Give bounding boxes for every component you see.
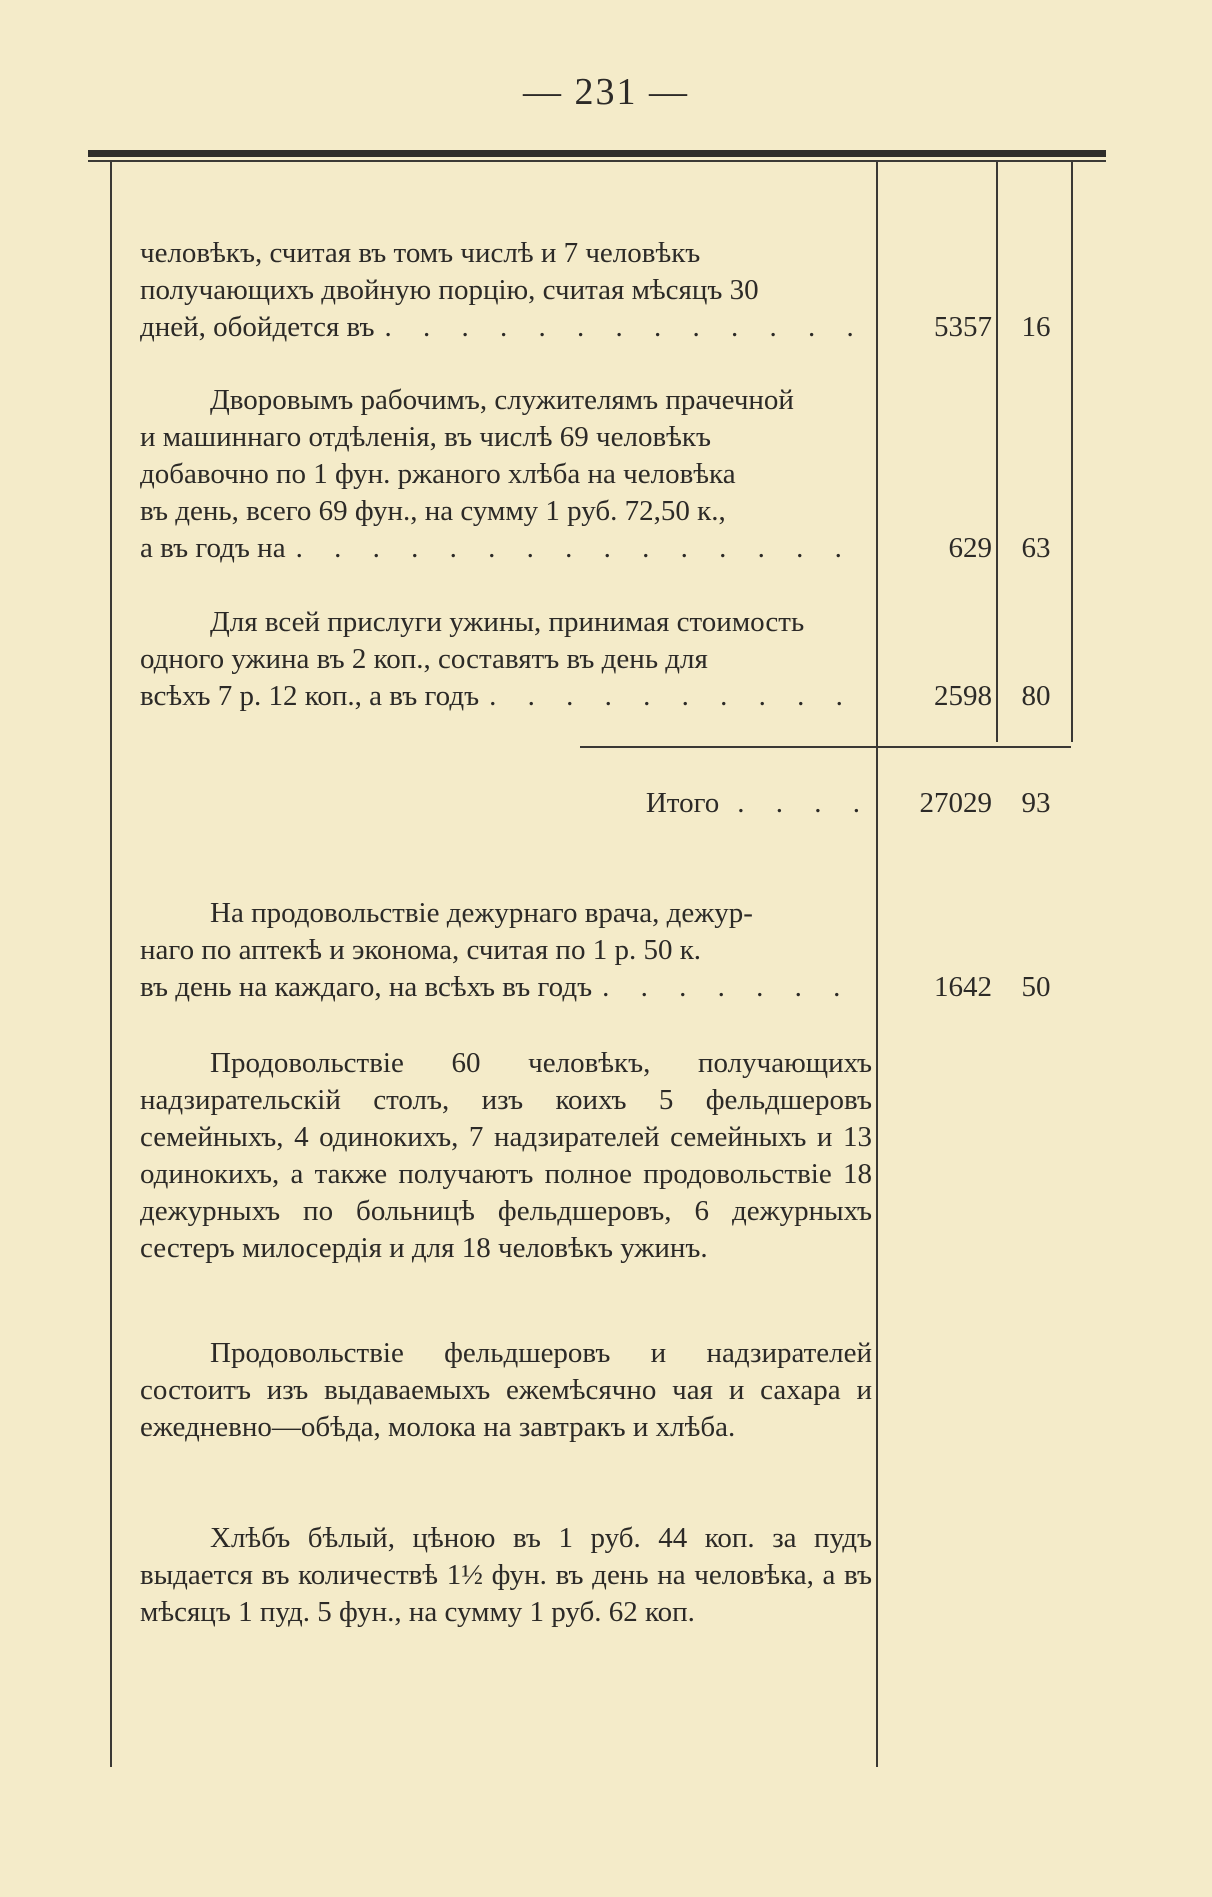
total-row [140, 785, 872, 822]
total-rule-text [580, 746, 876, 748]
paragraph-2-text: Продовольствіе фельдшеровъ и надзирателей состоитъ изъ выдаваемыхъ ежемѣсячно чая и сахара и ежедневно—обѣда, молока на завтракъ и хлѣба. [140, 1337, 872, 1443]
entry-3-leader-line [140, 678, 872, 715]
entry-3-line-2: одного ужина въ 2 коп., составятъ въ день для [140, 643, 708, 675]
entry-2-last-line: а въ годъ на [140, 532, 286, 564]
total-rule-amounts [876, 746, 1071, 748]
total-kopecks: 93 [1021, 787, 1051, 819]
doctor-entry-line-1: На продовольствіе дежурнаго врача, дежур- [210, 897, 753, 929]
paragraph-2 [140, 1335, 872, 1446]
entry-2-line-2: и машиннаго отдѣленія, въ числѣ 69 человѣкъ [140, 421, 712, 453]
table-right-border [1071, 162, 1073, 742]
paragraph-1-text: Продовольствіе 60 человѣкъ, получающихъ надзирательскій столъ, изъ коихъ 5 фельдшеровъ семейныхъ, 4 одинокихъ, 7 надзирателей семейныхъ и 13 одинокихъ, а также получаютъ полное продовольствіе 18 дежурныхъ по больницѣ фельдшеровъ, 6 дежурныхъ сестеръ милосердія и для 18 человѣкъ ужинъ. [140, 1047, 872, 1264]
entry-1-leader-line [140, 309, 872, 346]
entry-1 [140, 235, 872, 346]
dot-leader [296, 530, 872, 567]
entry-3-kopecks: 80 [1021, 680, 1051, 712]
paragraph-3-text: Хлѣбъ бѣлый, цѣною въ 1 руб. 44 коп. за пудъ выдается въ количествѣ 1½ фун. въ день на человѣка, а въ мѣсяцъ 1 пуд. 5 фун., на сумму 1 руб. 62 коп. [140, 1522, 872, 1628]
entry-2-line-3: добавочно по 1 фун. ржаного хлѣба на человѣка [140, 458, 736, 490]
paragraph-3 [140, 1520, 872, 1631]
doctor-entry-line-2: наго по аптекѣ и эконома, считая по 1 р. 50 к. [140, 934, 702, 966]
kopecks-column-left-border [996, 162, 998, 742]
entry-2-rubles: 629 [948, 532, 992, 564]
doctor-entry-kopecks: 50 [1021, 971, 1051, 1003]
entry-1-line-2: получающихъ двойную порцію, считая мѣсяцъ 30 [140, 274, 759, 306]
entry-1-line-1: человѣкъ, считая въ томъ числѣ и 7 человѣкъ [140, 237, 701, 269]
total-label: Итого [645, 787, 720, 819]
entry-3-last-line: всѣхъ 7 р. 12 коп., а въ годъ [140, 680, 480, 712]
header-rule-thick [88, 150, 1106, 157]
total-rubles: 27029 [919, 787, 992, 819]
dot-leader [489, 678, 872, 715]
doctor-entry-rubles: 1642 [934, 971, 992, 1003]
entry-2-line-4: въ день, всего 69 фун., на сумму 1 руб. 72,50 к., [140, 495, 726, 527]
doctor-entry-last-line: въ день на каждаго, на всѣхъ въ годъ [140, 971, 593, 1003]
table-left-border [110, 162, 112, 1767]
entry-2 [140, 382, 872, 567]
paragraph-1 [140, 1045, 872, 1267]
entry-3-rubles: 2598 [934, 680, 992, 712]
dot-leader [602, 969, 872, 1006]
doctor-entry-leader-line [140, 969, 872, 1006]
dot-leader [385, 309, 872, 346]
entry-1-last-line: дней, обойдется въ [140, 311, 375, 343]
entry-2-kopecks: 63 [1021, 532, 1051, 564]
entry-3 [140, 604, 872, 715]
entry-1-kopecks: 16 [1021, 311, 1051, 343]
total-dots: . . . . [737, 787, 872, 819]
entry-2-leader-line [140, 530, 872, 567]
header-rule-thin [88, 160, 1106, 162]
rubles-column-left-border [876, 162, 878, 1767]
entry-2-line-1: Дворовымъ рабочимъ, служителямъ прачечной [210, 384, 794, 416]
entry-3-line-1: Для всей прислуги ужины, принимая стоимость [210, 606, 805, 638]
page-number: — 231 — [523, 71, 689, 113]
entry-1-rubles: 5357 [934, 311, 992, 343]
doctor-entry [140, 895, 872, 1006]
